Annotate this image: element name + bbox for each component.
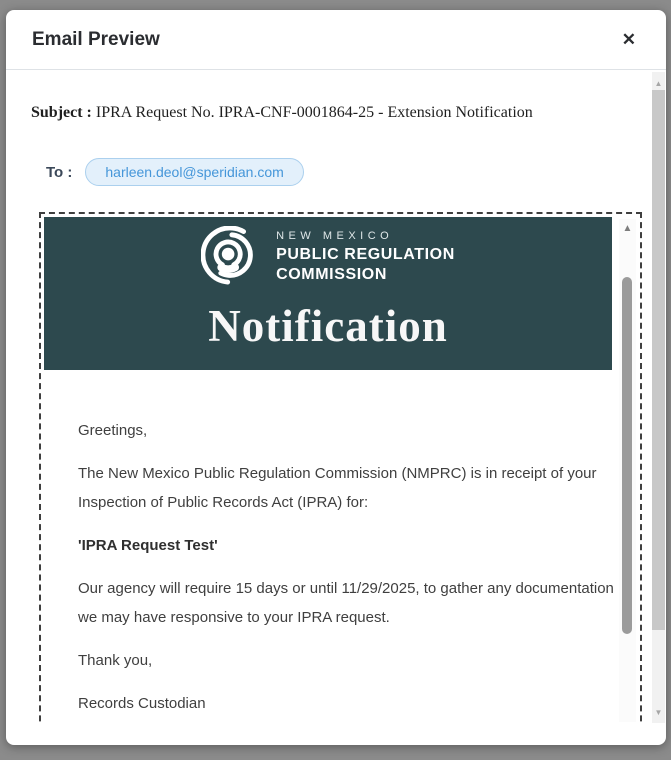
subject-label: Subject : xyxy=(31,104,92,121)
modal-body xyxy=(6,71,666,745)
paragraph-extension: Our agency will require 15 days or until 11/29/2025, to gather any documentation we may have responsive to your IPRA request. xyxy=(78,580,614,626)
email-body-preview xyxy=(39,212,642,722)
modal-title: Email Preview xyxy=(32,28,160,50)
logo-line-new-mexico: NEW MEXICO xyxy=(276,229,394,242)
logo-line-commission: COMMISSION xyxy=(276,265,387,283)
modal-scroll-up-icon[interactable]: ▲ xyxy=(654,79,663,88)
modal-scroll-down-icon[interactable]: ▼ xyxy=(654,708,663,717)
email-scrollbar[interactable] xyxy=(619,219,636,722)
logo-line-public-regulation: PUBLIC REGULATION xyxy=(276,245,455,263)
to-row xyxy=(46,158,666,186)
thank-you-text: Thank you, xyxy=(78,652,153,669)
request-title-text: 'IPRA Request Test' xyxy=(78,537,218,554)
subject-value: IPRA Request No. IPRA-CNF-0001864-25 - Extension Notification xyxy=(95,104,533,121)
modal-scrollbar[interactable] xyxy=(652,72,665,723)
email-body-clip xyxy=(39,212,642,722)
logo-row xyxy=(44,217,612,288)
signature-text: Records Custodian xyxy=(78,695,206,712)
paragraph-receipt: The New Mexico Public Regulation Commission (NMPRC) is in receipt of your Inspection of Public Records Act (IPRA) for: xyxy=(78,465,597,511)
close-icon[interactable]: ✕ xyxy=(621,30,636,49)
email-preview-modal xyxy=(6,10,666,745)
nmprc-spiral-logo-icon xyxy=(201,226,263,288)
subject-row xyxy=(31,104,666,122)
modal-scrollbar-thumb[interactable] xyxy=(652,90,665,630)
scroll-up-icon[interactable]: ▲ xyxy=(622,223,633,234)
email-banner xyxy=(44,217,612,370)
to-label: To : xyxy=(46,163,73,181)
recipient-chip[interactable]: harleen.deol@speridian.com xyxy=(85,158,303,186)
email-inner xyxy=(41,214,640,722)
notification-heading: Notification xyxy=(208,301,448,351)
logo-text xyxy=(276,230,455,285)
modal-header xyxy=(6,10,666,70)
email-scrollbar-thumb[interactable] xyxy=(622,277,632,634)
greeting-text: Greetings, xyxy=(78,422,148,439)
email-text xyxy=(44,370,637,718)
